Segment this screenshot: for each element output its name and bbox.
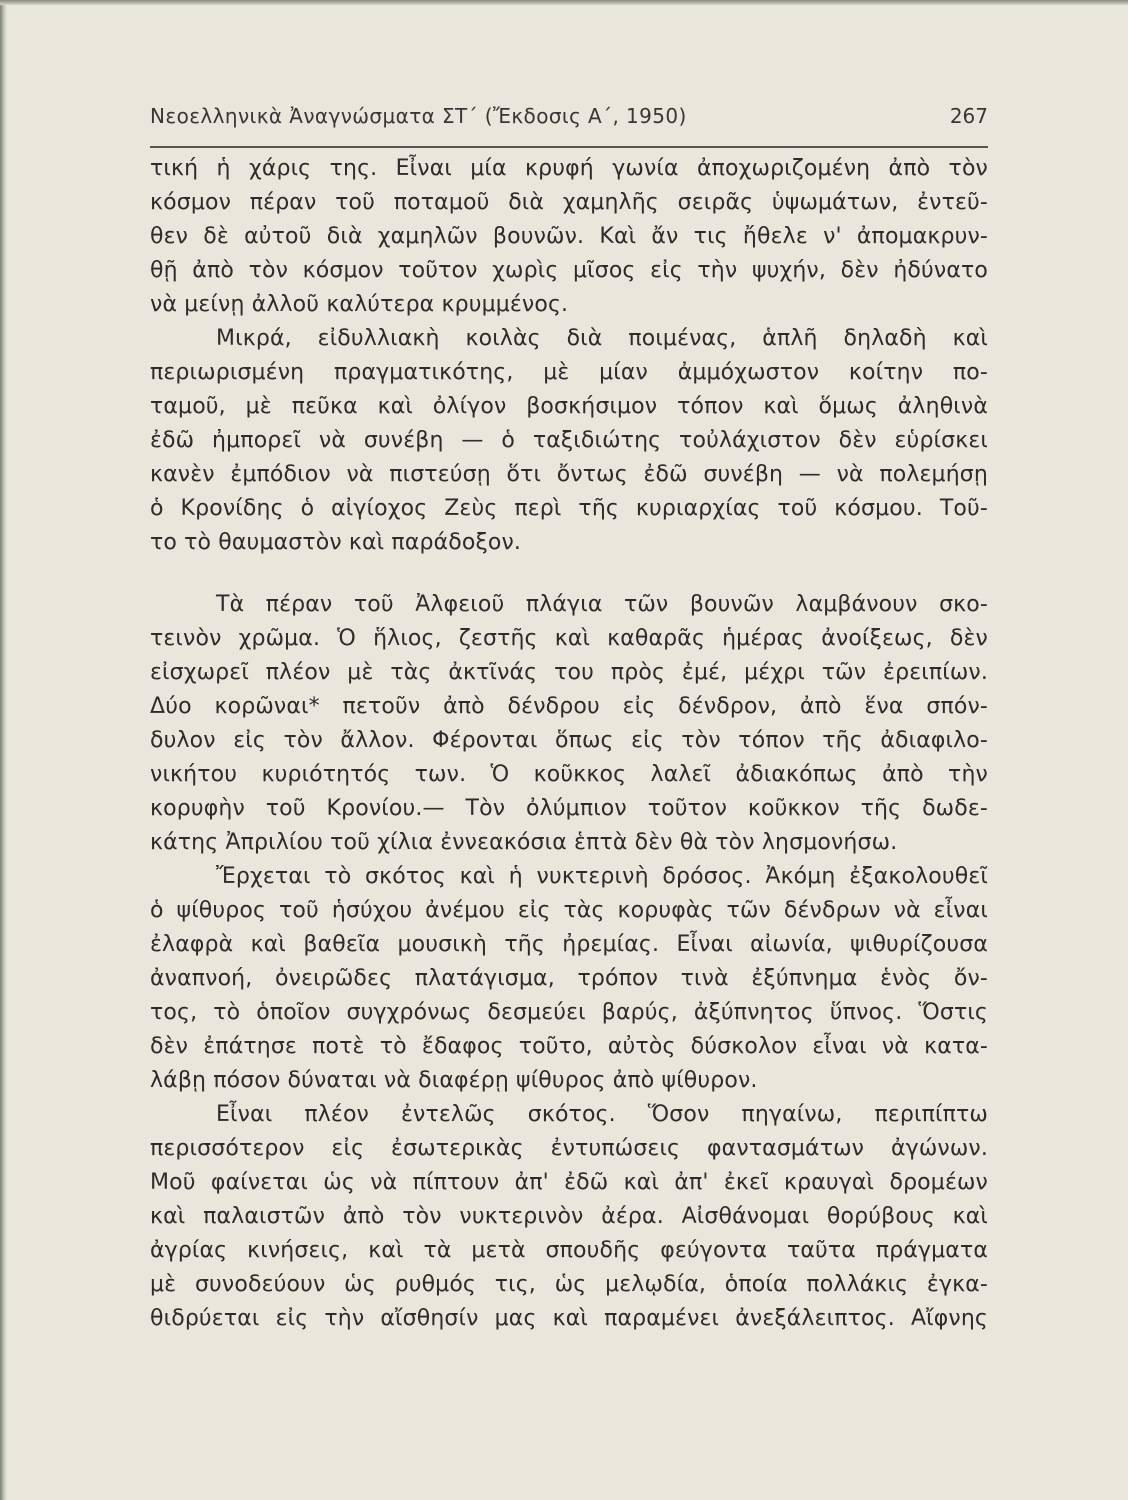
text-line: ἐδῶ ἠμπορεῖ νὰ συνέβη — ὁ ταξιδιώτης τοὐλάχιστον δὲν εὑρίσκει (150, 428, 988, 453)
page-top-edge (0, 0, 1128, 5)
text-line: καὶ παλαιστῶν ἀπὸ τὸν νυκτερινὸν ἀέρα. Αἰσθάνομαι θορύβους καὶ (150, 1204, 988, 1229)
text-line: ὁ Κρονίδης ὁ αἰγίοχος Ζεὺς περὶ τῆς κυριαρχίας τοῦ κόσμου. Τοῦ- (150, 496, 988, 521)
text-line: θῇ ἀπὸ τὸν κόσμον τοῦτον χωρὶς μῖσος εἰς τὴν ψυχήν, δὲν ἠδύνατο (150, 258, 988, 283)
text-line: Δύο κορῶναι* πετοῦν ἀπὸ δένδρου εἰς δένδρον, ἀπὸ ἕνα σπόν- (150, 694, 988, 719)
text-line: κάτης Ἀπριλίου τοῦ χίλια ἐννεακόσια ἑπτὰ δὲν θὰ τὸν λησμονήσω. (150, 830, 898, 855)
header-rule (150, 146, 988, 148)
text-line: νὰ μείνῃ ἀλλοῦ καλύτερα κρυμμένος. (150, 292, 569, 317)
text-line: περιωρισμένη πραγματικότης, μὲ μίαν ἀμμόχωστον κοίτην πο- (150, 360, 988, 385)
text-line: τική ἡ χάρις της. Εἶναι μία κρυφή γωνία ἀποχωριζομένη ἀπὸ τὸν (150, 156, 988, 181)
paragraph (150, 1098, 988, 1336)
page-number: 267 (949, 104, 988, 128)
header-title: Νεοελληνικὰ Ἀναγνώσματα ΣΤ΄ (Ἔκδοσις Α΄, 1950) (150, 104, 687, 128)
text-line: Μοῦ φαίνεται ὡς νὰ πίπτουν ἀπ' ἐδῶ καὶ ἀπ' ἐκεῖ κραυγαὶ δρομέων (150, 1170, 988, 1195)
text-line: κόσμον πέραν τοῦ ποταμοῦ διὰ χαμηλῆς σειρᾶς ὑψωμάτων, ἐντεῦ- (150, 190, 988, 215)
text-line: νικήτου κυριότητός των. Ὁ κοῦκκος λαλεῖ ἀδιακόπως ἀπὸ τὴν (150, 762, 988, 787)
page-binding-edge (0, 0, 7, 1500)
text-line: ταμοῦ, μὲ πεῦκα καὶ ὀλίγον βοσκήσιμον τόπον καὶ ὅμως ἀληθινὰ (150, 394, 988, 419)
section-gap (150, 560, 988, 588)
text-line: ἀγρίας κινήσεις, καὶ τὰ μετὰ σπουδῆς φεύγοντα ταῦτα πράγματα (150, 1238, 988, 1263)
text-line: περισσότερον εἰς ἐσωτερικὰς ἐντυπώσεις φαντασμάτων ἀγώνων. (150, 1136, 988, 1161)
text-line: Μικρά, εἰδυλλιακὴ κοιλὰς διὰ ποιμένας, ἁπλῆ δηλαδὴ καὶ (216, 326, 988, 351)
text-line: ἀναπνοή, ὀνειρῶδες πλατάγισμα, τρόπον τινὰ ἐξύπνημα ἑνὸς ὄν- (150, 966, 988, 991)
text-line: κανὲν ἐμπόδιον νὰ πιστεύσῃ ὅτι ὄντως ἐδῶ συνέβη — νὰ πολεμήσῃ (150, 462, 988, 487)
text-line: ὁ ψίθυρος τοῦ ἡσύχου ἀνέμου εἰς τὰς κορυφὰς τῶν δένδρων νὰ εἶναι (150, 898, 988, 923)
text-line: ἐλαφρὰ καὶ βαθεῖα μουσικὴ τῆς ἠρεμίας. Εἶναι αἰωνία, ψιθυρίζουσα (150, 932, 988, 957)
text-line: θεν δὲ αὐτοῦ διὰ χαμηλῶν βουνῶν. Καὶ ἄν τις ἤθελε ν' ἀπομακρυν- (150, 224, 988, 249)
text-line: Ἔρχεται τὸ σκότος καὶ ἡ νυκτερινὴ δρόσος. Ἀκόμη ἐξακολουθεῖ (216, 864, 988, 889)
text-line: λάβῃ πόσον δύναται νὰ διαφέρῃ ψίθυρος ἀπὸ ψίθυρον. (150, 1068, 758, 1093)
running-header (150, 104, 988, 148)
text-line: τος, τὸ ὁποῖον συγχρόνως δεσμεύει βαρύς, ἀξύπνητος ὕπνος. Ὅστις (150, 1000, 988, 1025)
paragraph (150, 588, 988, 860)
text-line: εἰσχωρεῖ πλέον μὲ τὰς ἀκτῖνάς του πρὸς ἐμέ, μέχρι τῶν ἐρειπίων. (150, 660, 988, 685)
text-line: δυλον εἰς τὸν ἄλλον. Φέρονται ὅπως εἰς τὸν τόπον τῆς ἀδιαφιλο- (150, 728, 988, 753)
text-line: τεινὸν χρῶμα. Ὁ ἥλιος, ζεστῆς καὶ καθαρᾶς ἡμέρας ἀνοίξεως, δὲν (150, 626, 988, 651)
body-text (150, 152, 988, 1336)
paragraph (150, 860, 988, 1098)
text-line: μὲ συνοδεύουν ὡς ρυθμός τις, ὡς μελῳδία, ὁποία πολλάκις ἐγκα- (150, 1272, 988, 1297)
text-line: Τὰ πέραν τοῦ Ἀλφειοῦ πλάγια τῶν βουνῶν λαμβάνουν σκο- (216, 592, 988, 617)
text-line: θιδρύεται εἰς τὴν αἴσθησίν μας καὶ παραμένει ἀνεξάλειπτος. Αἴφνης (150, 1306, 988, 1331)
paragraph (150, 152, 988, 322)
text-line: Εἶναι πλέον ἐντελῶς σκότος. Ὅσον πηγαίνω, περιπίπτω (216, 1102, 988, 1127)
text-line: το τὸ θαυμαστὸν καὶ παράδοξον. (150, 530, 522, 555)
text-line: δὲν ἐπάτησε ποτὲ τὸ ἔδαφος τοῦτο, αὐτὸς δύσκολον εἶναι νὰ κατα- (150, 1034, 988, 1059)
paragraph (150, 322, 988, 560)
text-line: κορυφὴν τοῦ Κρονίου.— Τὸν ὀλύμπιον τοῦτον κοῦκκον τῆς δωδε- (150, 796, 988, 821)
